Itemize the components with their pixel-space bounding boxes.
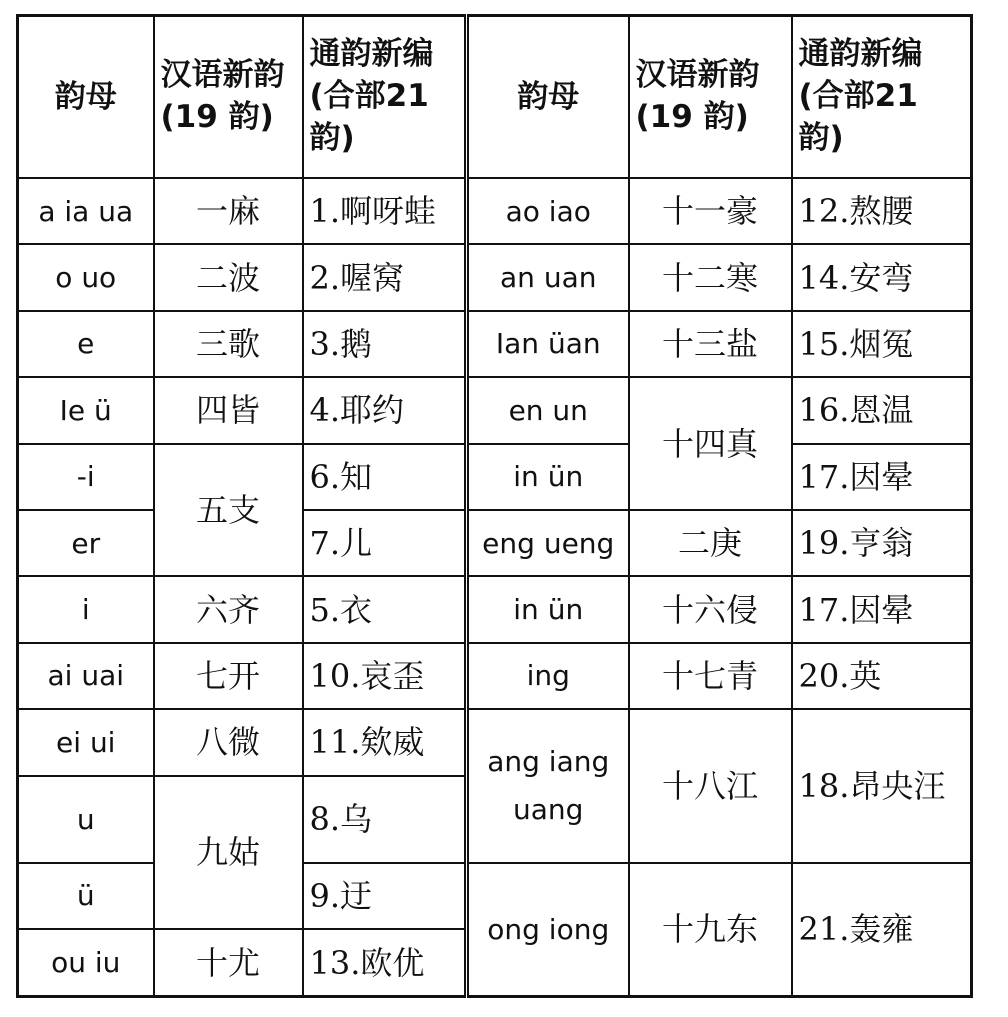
finals-cell: a ia ua: [18, 178, 154, 244]
tongyun-cell: 5.衣: [303, 576, 467, 642]
header-row: [18, 16, 972, 179]
finals-cell: ong iong: [467, 863, 629, 997]
xinyun-cell: 十六侵: [629, 576, 792, 642]
tongyun-cell: 19.亨翁: [792, 510, 972, 576]
xinyun-cell: 二庚: [629, 510, 792, 576]
finals-cell: eng ueng: [467, 510, 629, 576]
xinyun-cell: 十八江: [629, 709, 792, 863]
finals-cell: u: [18, 776, 154, 863]
tongyun-cell: 9.迂: [303, 863, 467, 929]
xinyun-cell: 十尤: [154, 929, 303, 996]
tongyun-cell: 16.恩温: [792, 377, 972, 443]
finals-cell: en un: [467, 377, 629, 443]
xinyun-cell: 七开: [154, 643, 303, 709]
tongyun-cell: 7.儿: [303, 510, 467, 576]
tongyun-cell: 10.哀歪: [303, 643, 467, 709]
finals-cell: ai uai: [18, 643, 154, 709]
tongyun-cell: 1.啊呀蛙: [303, 178, 467, 244]
tongyun-cell: 3.鹅: [303, 311, 467, 377]
table-row: [18, 643, 972, 709]
xinyun-cell: 六齐: [154, 576, 303, 642]
header-tongyun-right: 通韵新编(合部21 韵): [792, 16, 972, 179]
xinyun-cell: 五支: [154, 444, 303, 577]
xinyun-cell: 八微: [154, 709, 303, 775]
tongyun-cell: 6.知: [303, 444, 467, 510]
finals-cell: in ün: [467, 576, 629, 642]
tongyun-cell: 20.英: [792, 643, 972, 709]
xinyun-cell: 十七青: [629, 643, 792, 709]
finals-cell: Ie ü: [18, 377, 154, 443]
header-xinyun-left: 汉语新韵(19 韵): [154, 16, 303, 179]
xinyun-cell: 十二寒: [629, 244, 792, 310]
tongyun-cell: 13.欧优: [303, 929, 467, 996]
tongyun-cell: 11.欸威: [303, 709, 467, 775]
xinyun-cell: 二波: [154, 244, 303, 310]
xinyun-cell: 十一豪: [629, 178, 792, 244]
xinyun-cell: 九姑: [154, 776, 303, 930]
table-row: [18, 178, 972, 244]
header-tongyun-left: 通韵新编(合部21 韵): [303, 16, 467, 179]
tongyun-cell: 15.烟冤: [792, 311, 972, 377]
finals-cell: ang iang uang: [467, 709, 629, 863]
xinyun-cell: 十九东: [629, 863, 792, 997]
table-row: [18, 377, 972, 443]
finals-cell: -i: [18, 444, 154, 510]
finals-cell: ü: [18, 863, 154, 929]
finals-cell: ei ui: [18, 709, 154, 775]
finals-cell: e: [18, 311, 154, 377]
header-xinyun-right: 汉语新韵(19 韵): [629, 16, 792, 179]
tongyun-cell: 17.因晕: [792, 444, 972, 510]
finals-cell: in ün: [467, 444, 629, 510]
finals-cell: Ian üan: [467, 311, 629, 377]
finals-cell: o uo: [18, 244, 154, 310]
xinyun-cell: 三歌: [154, 311, 303, 377]
table-row: [18, 311, 972, 377]
finals-cell: ou iu: [18, 929, 154, 996]
table-row: [18, 576, 972, 642]
tongyun-cell: 17.因晕: [792, 576, 972, 642]
header-finals-left: 韵母: [18, 16, 154, 179]
tongyun-cell: 4.耶约: [303, 377, 467, 443]
table-row: [18, 244, 972, 310]
tongyun-cell: 8.乌: [303, 776, 467, 863]
xinyun-cell: 十四真: [629, 377, 792, 510]
finals-cell: an uan: [467, 244, 629, 310]
table-row: [18, 444, 972, 510]
rhyme-comparison-table: [16, 14, 973, 998]
finals-cell: ao iao: [467, 178, 629, 244]
table-row: [18, 709, 972, 775]
header-finals-right: 韵母: [467, 16, 629, 179]
xinyun-cell: 四皆: [154, 377, 303, 443]
finals-cell: ing: [467, 643, 629, 709]
finals-cell: er: [18, 510, 154, 576]
tongyun-cell: 21.轰雍: [792, 863, 972, 997]
finals-cell: i: [18, 576, 154, 642]
xinyun-cell: 十三盐: [629, 311, 792, 377]
tongyun-cell: 12.熬腰: [792, 178, 972, 244]
xinyun-cell: 一麻: [154, 178, 303, 244]
tongyun-cell: 2.喔窝: [303, 244, 467, 310]
tongyun-cell: 14.安弯: [792, 244, 972, 310]
tongyun-cell: 18.昂央汪: [792, 709, 972, 863]
